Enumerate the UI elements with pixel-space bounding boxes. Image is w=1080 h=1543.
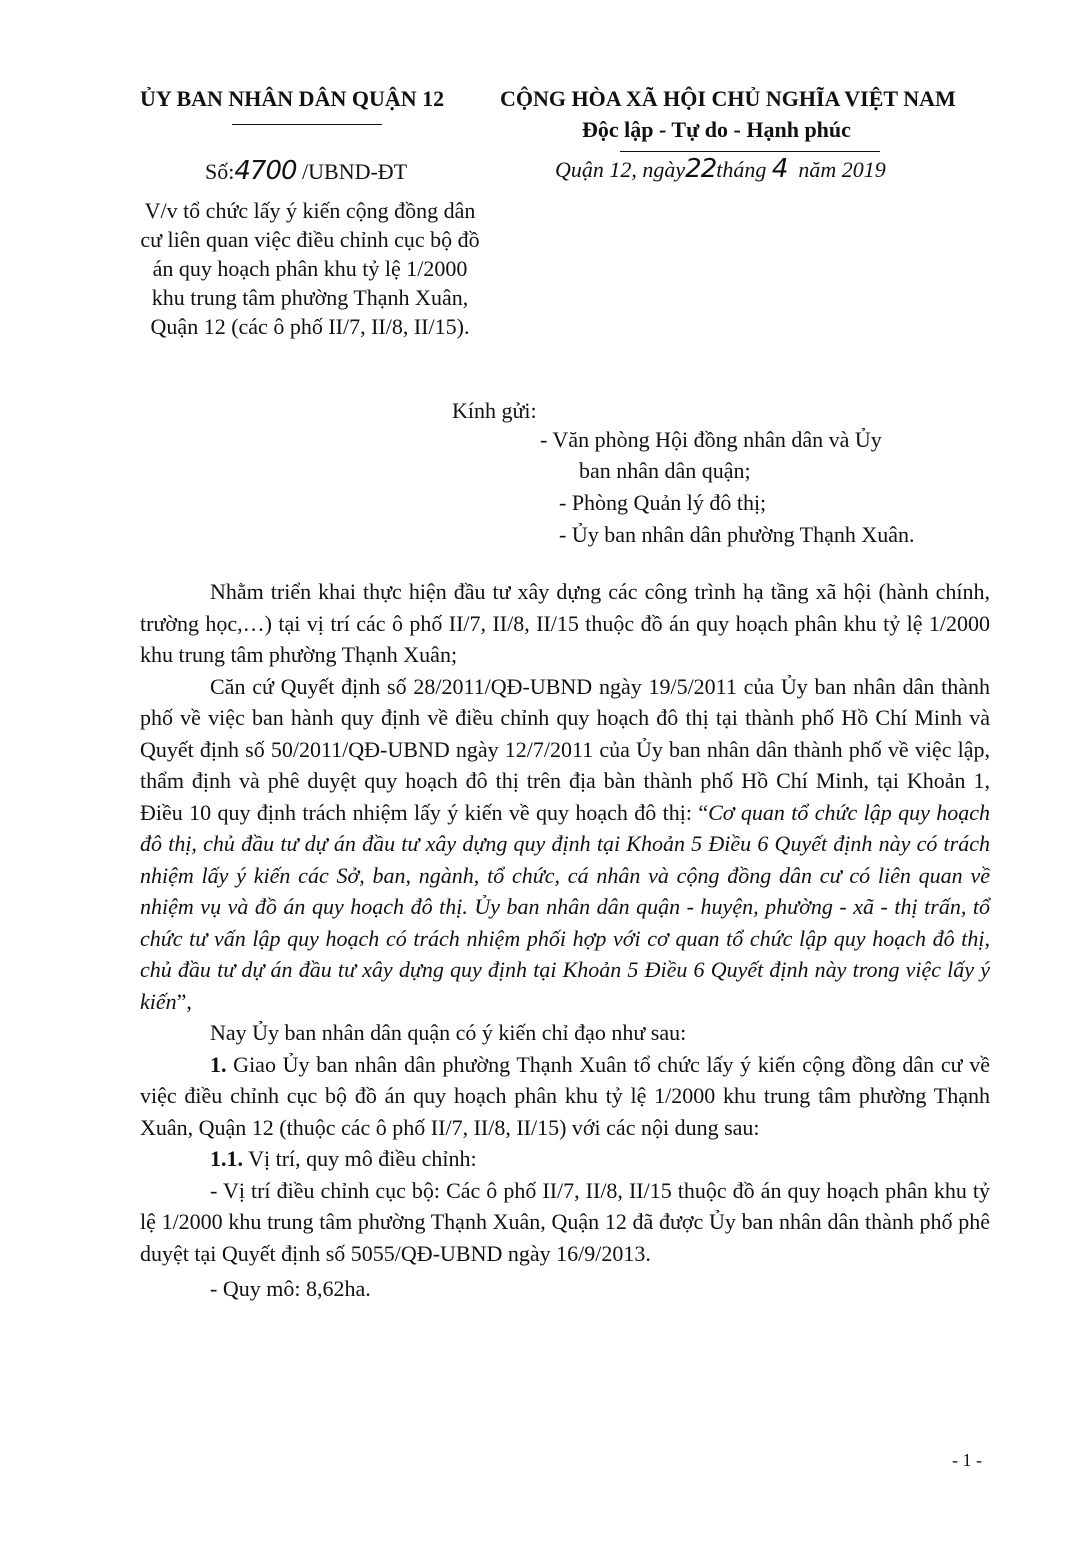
number-prefix: Số: [205, 159, 235, 184]
number-suffix: /UBND-ĐT [302, 159, 408, 184]
national-title: CỘNG HÒA XÃ HỘI CHỦ NGHĨA VIỆT NAM [500, 86, 956, 111]
item-text: Giao Ủy ban nhân dân phường Thạnh Xuân tổ chức lấy ý kiến cộng đồng dân cư về việc điều chỉnh cục bộ đồ án quy hoạch phân khu tỷ lệ 1/2000 khu trung tâm phường Thạnh Xuân, Quận 12 (thuộc các ô phố II/7, II/8, II/15) với các nội dung sau: [140, 1051, 990, 1140]
agency-underline [232, 124, 382, 125]
subject-line: khu trung tâm phường Thạnh Xuân, [151, 285, 469, 310]
recipient-1-cont: ban nhân dân quận; [579, 458, 751, 483]
motto-underline [620, 151, 880, 152]
date-month-label: tháng [716, 157, 767, 182]
recipient-2: - Phòng Quản lý đô thị; [559, 490, 767, 515]
subject-line: Quận 12 (các ô phố II/7, II/8, II/15). [150, 314, 470, 339]
document-body [140, 576, 990, 1305]
issuing-agency: ỦY BAN NHÂN DÂN QUẬN 12 [140, 86, 445, 111]
paragraph: Nay Ủy ban nhân dân quận có ý kiến chỉ đạo như sau: [210, 1020, 687, 1045]
subject-block [130, 196, 490, 341]
recipient-3: - Ủy ban nhân dân phường Thạnh Xuân. [559, 522, 915, 547]
recipient-1: - Văn phòng Hội đồng nhân dân và Ủy [540, 427, 882, 452]
item-number: 1. [210, 1051, 227, 1077]
item-text: Vị trí, quy mô điều chỉnh: [243, 1146, 477, 1171]
paragraph-item-1-1 [140, 1143, 990, 1175]
greeting: Kính gửi: [452, 398, 537, 423]
date-prefix: Quận 12, ngày [555, 157, 686, 182]
handwritten-number: 4700 [234, 156, 297, 186]
document-number [205, 156, 407, 187]
subject-line: cư liên quan việc điều chỉnh cục bộ đồ [140, 227, 480, 252]
paragraph: Nhằm triển khai thực hiện đầu tư xây dựng các công trình hạ tầng xã hội (hành chính, trường học,…) tại vị trí các ô phố II/7, II/8, II/15 thuộc đồ án quy hoạch phân khu tỷ lệ 1/2000 khu trung tâm phường Thạnh Xuân; [140, 579, 990, 667]
paragraph-item-1 [140, 1049, 990, 1144]
legal-basis-text: Căn cứ Quyết định số 28/2011/QĐ-UBND ngày 19/5/2011 của Ủy ban nhân dân thành phố về việc ban hành quy định về điều chỉnh quy hoạch đô thị tại thành phố Hồ Chí Minh và Quyết định số 50/2011/QĐ-UBND ngày 12/7/2011 của Ủy ban nhân dân thành phố về việc lập, thẩm định và phê duyệt quy hoạch đô thị trên địa bàn thành phố Hồ Chí Minh, tại Khoản 1, Điều 10 quy định trách nhiệm lấy ý kiến về quy hoạch đô thị: “ [140, 673, 990, 825]
paragraph-scale: - Quy mô: 8,62ha. [210, 1276, 371, 1301]
subject-line: án quy hoạch phân khu tỷ lệ 1/2000 [152, 256, 468, 281]
date-year: năm 2019 [798, 157, 886, 182]
date-line [555, 154, 886, 185]
subject-line: V/v tổ chức lấy ý kiến cộng đồng dân [144, 198, 476, 223]
date-day: 22 [685, 154, 717, 184]
paragraph-legal-basis [140, 671, 990, 1018]
paragraph-location: - Vị trí điều chỉnh cục bộ: Các ô phố II/7, II/8, II/15 thuộc đồ án quy hoạch phân khu tỷ lệ 1/2000 khu trung tâm phường Thạnh Xuân, Quận 12 đã được Ủy ban nhân dân thành phố phê duyệt tại Quyết định số 5055/QĐ-UBND ngày 16/9/2013. [140, 1177, 990, 1266]
item-number: 1.1. [210, 1146, 243, 1171]
quote-close: ”, [176, 988, 192, 1014]
national-motto: Độc lập - Tự do - Hạnh phúc [582, 117, 851, 142]
quoted-regulation: Cơ quan tổ chức lập quy hoạch đô thị, chủ đầu tư dự án đầu tư xây dựng quy định tại Khoản 5 Điều 6 Quyết định này có trách nhiệm lấy ý kiến các Sở, ban, ngành, tổ chức, cá nhân và cộng đồng dân cư có liên quan về nhiệm vụ và đồ án quy hoạch đô thị. Ủy ban nhân dân quận - huyện, phường - xã - thị trấn, tổ chức tư vấn lập quy hoạch có trách nhiệm phối hợp với cơ quan tổ chức lập quy hoạch đô thị, chủ đầu tư dự án đầu tư xây dựng quy định tại Khoản 5 Điều 6 Quyết định này trong việc lấy ý kiến [140, 799, 991, 1014]
date-month: 4 [771, 154, 788, 184]
page-number: - 1 - [952, 1450, 982, 1470]
